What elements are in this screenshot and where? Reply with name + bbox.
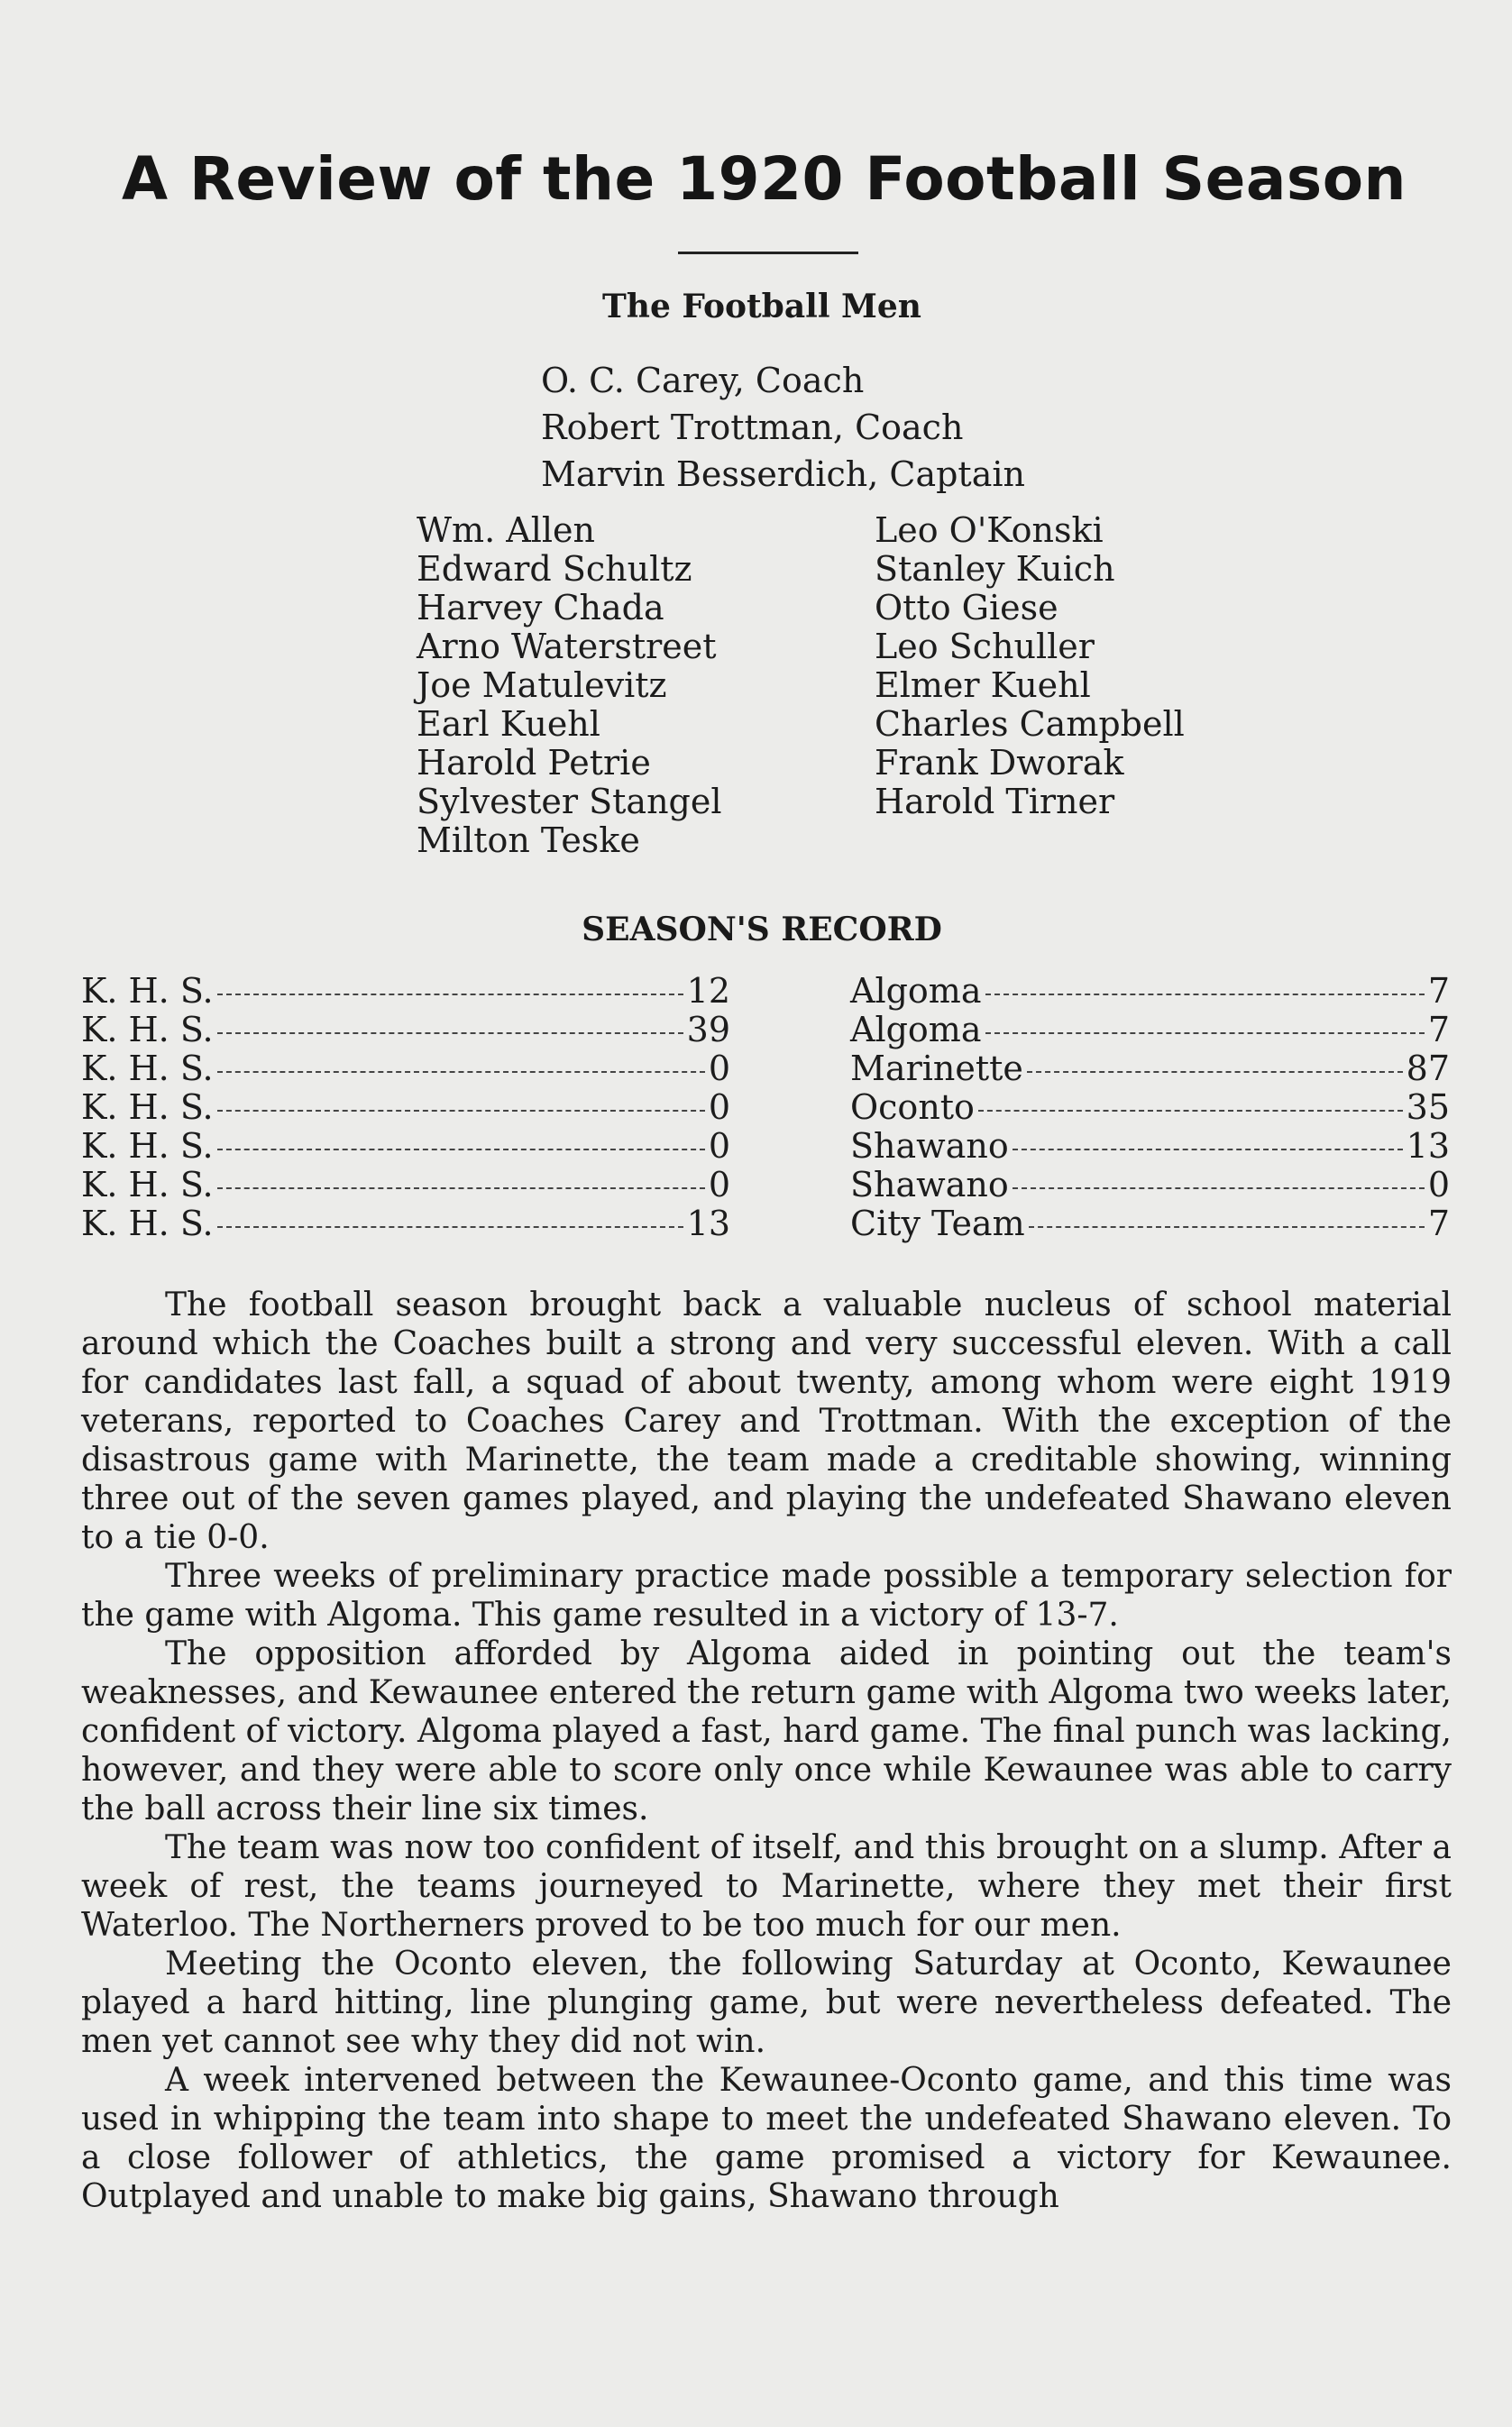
dot-leader	[217, 1187, 705, 1189]
team-score: 39	[686, 1010, 730, 1049]
opponent-score: 35	[1406, 1087, 1450, 1127]
player-name: Harold Tirner	[875, 782, 1115, 821]
player-name: Elmer Kuehl	[875, 665, 1091, 705]
opponent-score: 0	[1427, 1165, 1450, 1204]
record-row	[81, 1126, 730, 1165]
player-name: Earl Kuehl	[417, 704, 600, 744]
record-row	[850, 1010, 1450, 1049]
record-row	[850, 1087, 1450, 1126]
record-row	[81, 1204, 730, 1242]
opponent-name: Shawano	[850, 1165, 1009, 1204]
record-row	[850, 1126, 1450, 1165]
team-score: 0	[708, 1165, 730, 1204]
record-row	[850, 1204, 1450, 1242]
player-name: Otto Giese	[875, 588, 1058, 627]
dot-leader	[217, 1032, 683, 1034]
dot-leader	[1029, 1226, 1425, 1228]
paragraph: Three weeks of preliminary practice made possible a temporary selection for the game with Algoma. This game resulted in a victory of 13-7.	[81, 1558, 1452, 1634]
roster-right-column	[875, 511, 1185, 821]
record-row	[81, 1165, 730, 1204]
dot-leader	[217, 1149, 705, 1150]
season-narrative	[81, 1286, 1452, 2216]
coaches-list	[541, 357, 1025, 498]
player-name: Frank Dworak	[875, 743, 1124, 783]
roster-left-column	[417, 511, 722, 860]
team-name: K. H. S.	[81, 1049, 214, 1088]
dot-leader	[217, 1071, 705, 1073]
coach-line: O. C. Carey, Coach	[541, 361, 865, 400]
opponent-score: 13	[1406, 1126, 1450, 1166]
opponent-name: City Team	[850, 1204, 1025, 1243]
record-row	[81, 971, 730, 1010]
opponent-score: 7	[1427, 1010, 1450, 1049]
player-name: Wm. Allen	[417, 510, 595, 550]
record-row	[850, 1049, 1450, 1087]
record-khs-column	[81, 971, 730, 1242]
team-name: K. H. S.	[81, 1087, 214, 1127]
player-name: Leo O'Konski	[875, 510, 1104, 550]
dot-leader	[1013, 1187, 1425, 1189]
opponent-name: Algoma	[850, 971, 982, 1011]
opponent-name: Marinette	[850, 1049, 1023, 1088]
football-men-heading: The Football Men	[602, 288, 921, 325]
player-name: Harvey Chada	[417, 588, 664, 627]
opponent-score: 87	[1406, 1049, 1450, 1088]
paragraph: A week intervened between the Kewaunee-Oconto game, and this time was used in whipping the team into shape to meet the undefeated Shawano eleven. To a close follower of athletics, the game promised a victory for Kewaunee. Outplayed and unable to make big gains, Shawano through	[81, 2062, 1452, 2215]
opponent-score: 7	[1427, 1204, 1450, 1243]
team-name: K. H. S.	[81, 1126, 214, 1166]
page-title: A Review of the 1920 Football Season	[121, 144, 1407, 214]
record-row	[81, 1087, 730, 1126]
paragraph: The opposition afforded by Algoma aided in pointing out the team's weaknesses, and Kewaunee entered the return game with Algoma two weeks later, confident of victory. Algoma played a fast, hard game. The final punch was lacking, however, and they were able to score only once while Kewaunee was able to carry the ball across their line six times.	[81, 1635, 1452, 1827]
title-divider	[678, 252, 858, 254]
dot-leader	[217, 994, 683, 995]
player-name: Arno Waterstreet	[417, 627, 717, 666]
team-name: K. H. S.	[81, 971, 214, 1011]
dot-leader	[217, 1110, 705, 1112]
player-name: Milton Teske	[417, 820, 640, 860]
dot-leader	[1027, 1071, 1403, 1073]
team-name: K. H. S.	[81, 1165, 214, 1204]
dot-leader	[978, 1110, 1403, 1112]
dot-leader	[217, 1226, 683, 1228]
team-score: 0	[708, 1087, 730, 1127]
opponent-score: 7	[1427, 971, 1450, 1011]
record-opponent-column	[850, 971, 1450, 1242]
record-row	[850, 971, 1450, 1010]
record-row	[81, 1049, 730, 1087]
paragraph: The football season brought back a valuable nucleus of school material around which the Coaches built a strong and very successful eleven. With a call for candidates last fall, a squad of about twenty, among whom were eight 1919 veterans, reported to Coaches Carey and Trottman. With the exception of the disastrous game with Marinette, the team made a creditable showing, winning three out of the seven games played, and playing the undefeated Shawano eleven to a tie 0-0.	[81, 1287, 1452, 1556]
player-name: Stanley Kuich	[875, 549, 1115, 589]
opponent-name: Algoma	[850, 1010, 982, 1049]
player-name: Leo Schuller	[875, 627, 1095, 666]
dot-leader	[985, 994, 1425, 995]
dot-leader	[1013, 1149, 1403, 1150]
opponent-name: Shawano	[850, 1126, 1009, 1166]
team-score: 0	[708, 1049, 730, 1088]
player-name: Sylvester Stangel	[417, 782, 722, 821]
season-record-heading: SEASON'S RECORD	[582, 911, 942, 948]
captain-line: Marvin Besserdich, Captain	[541, 454, 1025, 494]
player-name: Charles Campbell	[875, 704, 1185, 744]
player-name: Joe Matulevitz	[417, 665, 667, 705]
team-name: K. H. S.	[81, 1204, 214, 1243]
record-row	[850, 1165, 1450, 1204]
dot-leader	[985, 1032, 1425, 1034]
coach-line: Robert Trottman, Coach	[541, 408, 964, 447]
team-score: 0	[708, 1126, 730, 1166]
team-name: K. H. S.	[81, 1010, 214, 1049]
player-name: Harold Petrie	[417, 743, 651, 783]
team-score: 13	[686, 1204, 730, 1243]
paragraph: The team was now too confident of itself, and this brought on a slump. After a week of rest, the teams journeyed to Marinette, where they met their first Waterloo. The Northerners proved to be too much for our men.	[81, 1829, 1452, 1944]
player-name: Edward Schultz	[417, 549, 692, 589]
paragraph: Meeting the Oconto eleven, the following Saturday at Oconto, Kewaunee played a hard hitting, line plunging game, but were nevertheless defeated. The men yet cannot see why they did not win.	[81, 1946, 1452, 2060]
team-score: 12	[686, 971, 730, 1011]
record-row	[81, 1010, 730, 1049]
opponent-name: Oconto	[850, 1087, 975, 1127]
